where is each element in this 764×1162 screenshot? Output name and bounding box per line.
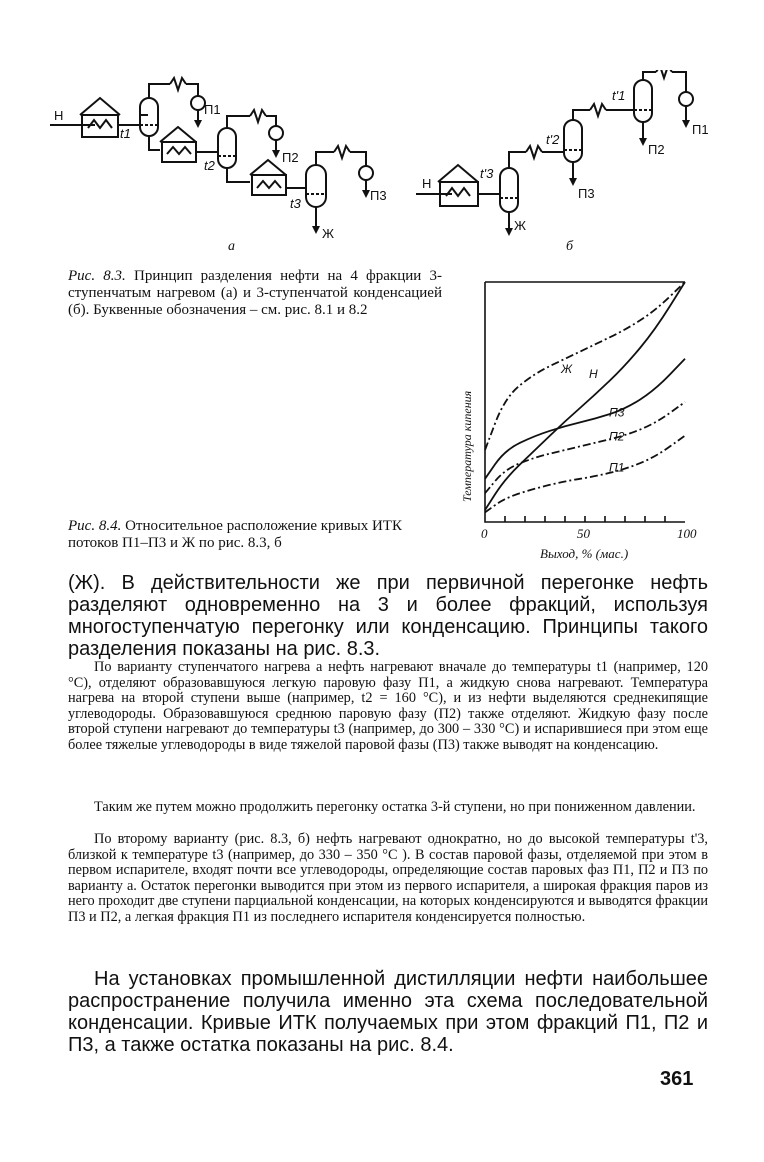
p3-label-b: П3 bbox=[578, 186, 595, 201]
zh-label: Ж bbox=[322, 226, 335, 241]
series-line-П1 bbox=[485, 436, 685, 513]
page-number: 361 bbox=[660, 1068, 694, 1090]
paragraph-second-variant: По второму варианту (рис. 8.3, б) нефть нагревают однократно, но до высокой температуры t'3, близкой к температуре t3 (например, до 330 – 350 °С ). В состав паровой фазы, отделяемой при этом в первом испарителе, входят почти все углеводороды, определяющие состав паровых фаз П1, П2 и П3 по варианту а. Остаток перегонки выводится при этом из первого испарителя, а широкая фракция паров из него проходит две ступени парциальной конденсации, на которых конденсируются и выводятся фракции П3 и П2, а легкая фракция П1 из последнего испарителя конденсируется полностью. bbox=[68, 831, 708, 925]
p1-label-b: П1 bbox=[692, 122, 709, 137]
series-line-П2 bbox=[485, 402, 685, 493]
t1-label: t1 bbox=[120, 126, 131, 141]
subfigure-a-label: а bbox=[228, 239, 235, 254]
t3-label: t3 bbox=[290, 196, 301, 211]
chart-axes bbox=[485, 282, 685, 522]
figure-8-4-chart bbox=[455, 270, 705, 565]
t2-prime-label: t'2 bbox=[546, 132, 560, 147]
p2-label: П2 bbox=[282, 150, 299, 165]
series-line-Ж bbox=[485, 282, 685, 450]
feed-label: Н bbox=[54, 108, 64, 123]
t3-prime-label: t'3 bbox=[480, 166, 494, 181]
figure-8-4-number: Рис. 8.4. bbox=[68, 518, 122, 534]
x-tick-label: 100 bbox=[677, 526, 697, 541]
series-label: Н bbox=[589, 367, 598, 381]
figure-8-3-caption-text: Принцип разделения нефти на 4 фракции 3-ступенчатым нагревом (а) и 3-ступенчатой конденсацией (б). Буквенные обозначения – см. рис. 8.1 и 8.2 bbox=[68, 268, 443, 318]
x-axis-label: Выход, % (мас.) bbox=[540, 546, 629, 561]
paragraph-continue: Таким же путем можно продолжить перегонку остатка 3-й ступени, но при пониженном давлении. bbox=[94, 799, 696, 815]
zh-label-b: Ж bbox=[514, 218, 527, 233]
x-tick-label: 0 bbox=[481, 526, 488, 541]
p3-label: П3 bbox=[370, 188, 387, 203]
figure-8-4-caption bbox=[68, 518, 442, 552]
paragraph-stepwise-heating: По варианту ступенчатого нагрева а нефть нагревают вначале до температуры t1 (например, 120 °С), отделяют образовавшуюся легкую паровую фазу П1, а жидкую снова нагревают. Температура нагрева на второй ступени выше (например, t2 = 160 °С), и из нефти выделяются среднекипящие углеводороды. Образовавшуюся среднюю паровую фазу (П2) также отделяют. Жидкую фазу после второй ступени нагревают до температуры t3 (например, до 300 – 330 °С) и испарившиеся при этом еще более тяжелые углеводороды в виде тяжелой паровой фазы (П3) также выводят на конденсацию. bbox=[68, 659, 708, 753]
series-label: П1 bbox=[609, 460, 625, 475]
t2-label: t2 bbox=[204, 158, 215, 173]
paragraph-intro: (Ж). В действительности же при первичной перегонке нефть разделяют одновременно на 3 и более фракций, используя многоступенчатую перегонку или конденсацию. Принципы такого разделения показаны на рис. 8.3. bbox=[68, 572, 708, 660]
figure-8-3b-diagram bbox=[416, 70, 736, 255]
series-line-П3 bbox=[485, 359, 685, 479]
series-label: П3 bbox=[609, 405, 625, 420]
subfigure-b-label: б bbox=[566, 239, 574, 254]
feed-label-b: Н bbox=[422, 176, 432, 191]
x-tick-label: 50 bbox=[577, 526, 590, 541]
figure-8-3-caption bbox=[68, 268, 442, 319]
figure-8-3a-diagram bbox=[50, 70, 410, 255]
paragraph-conclusion: На установках промышленной дистилляции нефти наибольшее распространение получила именно эта схема последовательной конденсации. Кривые ИТК получаемых при этом фракций П1, П2 и П3, а также остатка показаны на рис. 8.4. bbox=[68, 968, 708, 1056]
series-label: Ж bbox=[561, 362, 573, 377]
y-axis-label: Температура кипения bbox=[460, 390, 474, 502]
figure-8-3-number: Рис. 8.3. bbox=[68, 268, 126, 284]
series-line-Н bbox=[485, 282, 685, 510]
figure-8-4-caption-text: Относительное расположение кривых ИТК потоков П1–П3 и Ж по рис. 8.3, б bbox=[68, 518, 402, 551]
series-label: П2 bbox=[609, 429, 625, 444]
p2-label-b: П2 bbox=[648, 142, 665, 157]
p1-label: П1 bbox=[204, 102, 221, 117]
t1-prime-label: t'1 bbox=[612, 88, 626, 103]
